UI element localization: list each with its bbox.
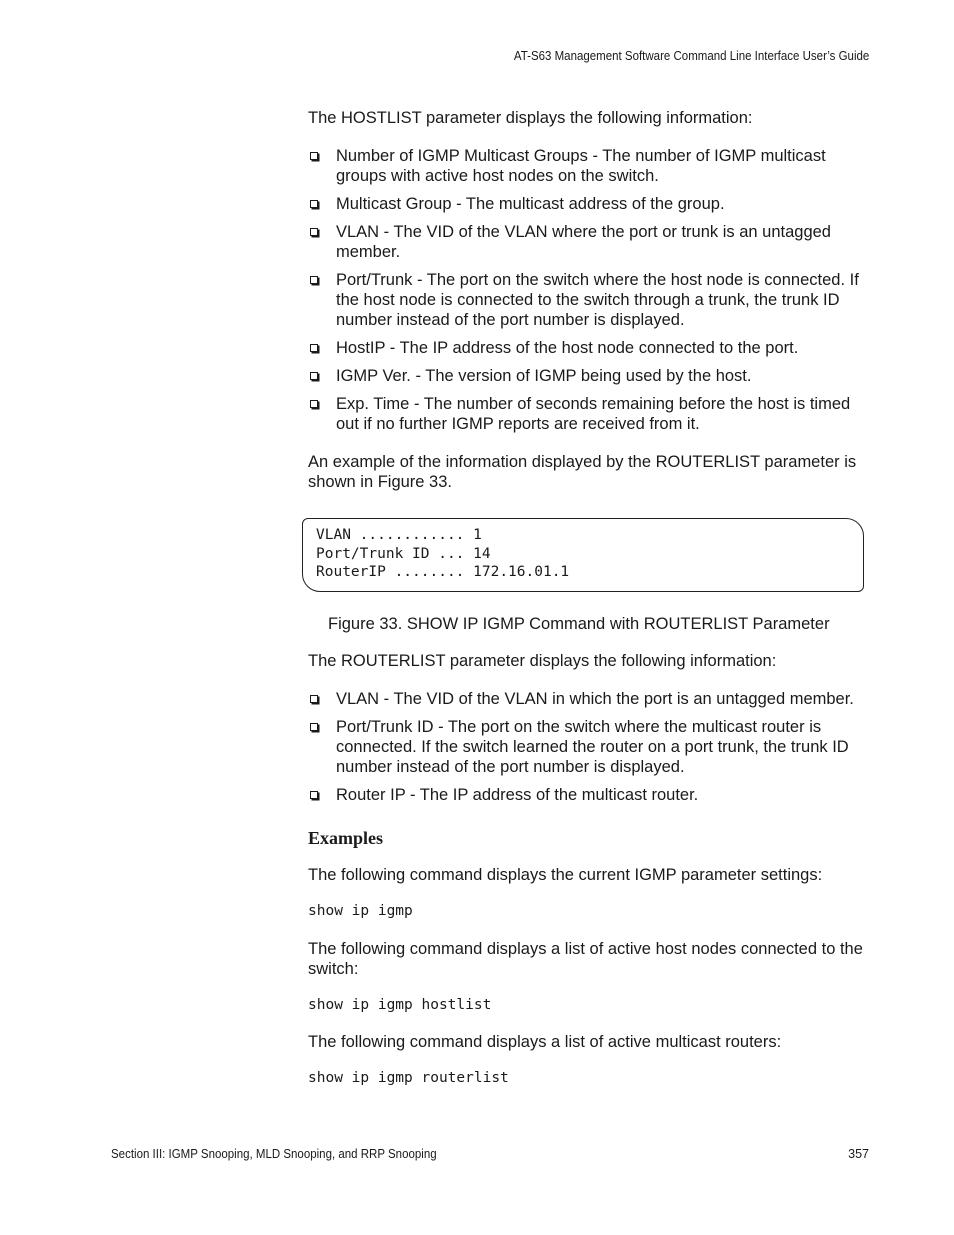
- figure-line: RouterIP ........ 172.16.01.1: [316, 564, 570, 580]
- checkbox-bullet-icon: [310, 344, 318, 352]
- checkbox-bullet-icon: [310, 695, 318, 703]
- example2-command: show ip igmp hostlist: [308, 996, 492, 1013]
- figure-caption: Figure 33. SHOW IP IGMP Command with ROUTERLIST Parameter: [328, 615, 830, 633]
- checkbox-bullet-icon: [310, 372, 318, 380]
- figure-line: Port/Trunk ID ... 14: [316, 545, 491, 562]
- example1-command: show ip igmp: [308, 903, 413, 919]
- example2-text: The following command displays a list of active host nodes connected to the switch:: [308, 939, 863, 978]
- hostlist-list: [308, 146, 873, 434]
- example3-text: The following command displays a list of active multicast routers:: [308, 1033, 782, 1051]
- checkbox-bullet-icon: [310, 276, 318, 284]
- list-item: Multicast Group - The multicast address of the group.: [308, 194, 873, 214]
- figure-line: VLAN ............ 1: [316, 527, 482, 543]
- checkbox-bullet-icon: [310, 400, 318, 408]
- example1-text: The following command displays the current IGMP parameter settings:: [308, 866, 823, 884]
- list-item: Port/Trunk ID - The port on the switch where the multicast router is connected. If the switch learned the router on a port trunk, the trunk ID number instead of the port number is displayed.: [308, 717, 873, 777]
- routerlist-list: [308, 689, 873, 805]
- page-number: 357: [848, 1147, 869, 1161]
- examples-heading: Examples: [308, 828, 384, 848]
- checkbox-bullet-icon: [310, 723, 318, 731]
- list-item: VLAN - The VID of the VLAN in which the port is an untagged member.: [308, 689, 873, 709]
- checkbox-bullet-icon: [310, 200, 318, 208]
- checkbox-bullet-icon: [310, 152, 318, 160]
- example3-command: show ip igmp routerlist: [308, 1070, 509, 1086]
- list-item: Exp. Time - The number of seconds remaining before the host is timed out if no further IGMP reports are received from it.: [308, 394, 873, 434]
- footer-section: Section III: IGMP Snooping, MLD Snooping, and RRP Snooping: [111, 1147, 437, 1161]
- list-item: Router IP - The IP address of the multicast router.: [308, 785, 873, 805]
- list-item: IGMP Ver. - The version of IGMP being used by the host.: [308, 366, 873, 386]
- list-item: VLAN - The VID of the VLAN where the port or trunk is an untagged member.: [308, 222, 873, 262]
- figure-output-box: [302, 518, 864, 592]
- routerlist-intro: The ROUTERLIST parameter displays the following information:: [308, 652, 777, 670]
- page-body: [308, 108, 873, 1088]
- list-item: HostIP - The IP address of the host node connected to the port.: [308, 338, 873, 358]
- checkbox-bullet-icon: [310, 228, 318, 236]
- list-item: Port/Trunk - The port on the switch where the host node is connected. If the host node is connected to the switch through a trunk, the trunk ID number instead of the port number is displayed.: [308, 270, 873, 330]
- hostlist-intro: The HOSTLIST parameter displays the following information:: [308, 109, 753, 127]
- routerlist-example-intro: An example of the information displayed by the ROUTERLIST parameter is shown in Figure 33.: [308, 453, 857, 491]
- list-item: Number of IGMP Multicast Groups - The number of IGMP multicast groups with active host nodes on the switch.: [308, 146, 873, 186]
- running-header: AT-S63 Management Software Command Line Interface User’s Guide: [513, 49, 869, 63]
- checkbox-bullet-icon: [310, 791, 318, 799]
